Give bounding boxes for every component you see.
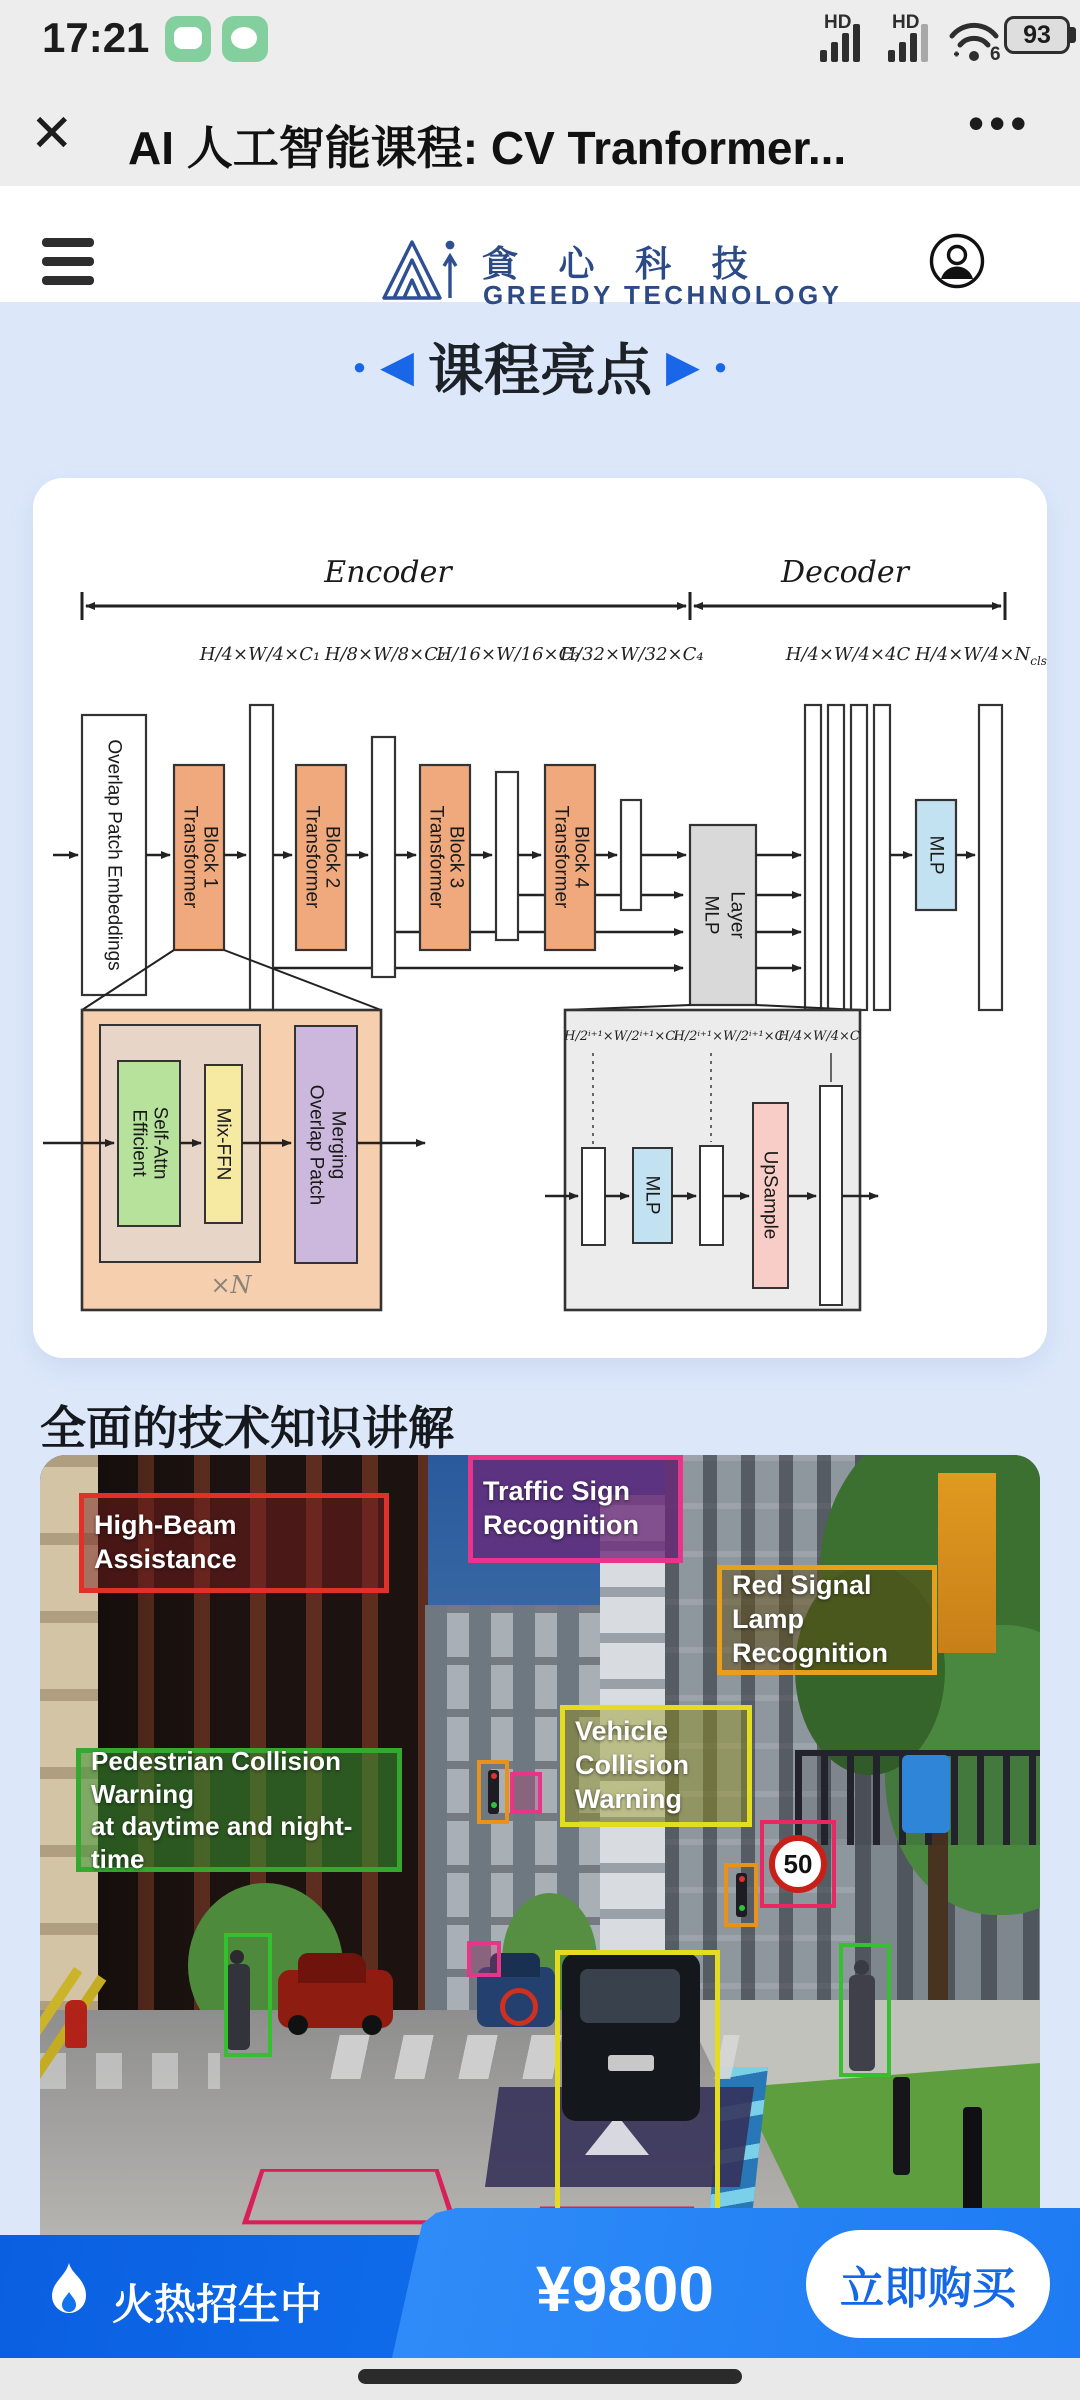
traffic-sign-line1: Traffic Sign [483, 1476, 631, 1507]
detection-label-high-beam [79, 1493, 389, 1593]
upsample-label: UpSample [759, 1150, 781, 1240]
mlp-layer-line1: MLP [700, 895, 722, 935]
right-triangle-icon: ▶ [666, 342, 700, 391]
esa-line2: Self-Attn [149, 1106, 171, 1180]
traffic-sign-line2: Recognition [483, 1510, 639, 1540]
wifi6-label: 6 [990, 44, 1001, 65]
fire-hydrant [65, 2000, 87, 2048]
pedestrian-line2: at daytime and night-time [91, 1811, 353, 1874]
detection-label-traffic-sign [468, 1455, 683, 1563]
red-car-roof [298, 1953, 366, 1983]
notification-app-icon [165, 16, 211, 62]
tb2-line1: Transformer [301, 805, 323, 909]
concat-bar-4 [874, 705, 890, 1010]
pedestrian-line1: Pedestrian Collision Warning [91, 1746, 341, 1809]
decoder-label: Decoder [781, 555, 909, 590]
hamburger-menu-icon[interactable] [42, 238, 94, 286]
detection-box-traffic-light-2 [724, 1863, 758, 1927]
flame-icon [44, 2262, 94, 2318]
overlap-patch-embeddings-label: Overlap Patch Embeddings [103, 739, 125, 971]
crosswalk-left [40, 2053, 220, 2089]
red-car-wheel-2 [362, 2015, 382, 2035]
speed-limit-sign [769, 1835, 827, 1893]
battery-icon [1004, 16, 1076, 54]
right-detail-box [565, 1010, 860, 1310]
left-triangle-icon: ◀ [380, 342, 414, 391]
hd-label-1: HD [824, 12, 852, 33]
home-indicator[interactable] [358, 2369, 742, 2384]
detection-box-traffic-light-1 [477, 1760, 509, 1824]
status-title-bar [0, 0, 1080, 186]
feature-bar-4 [621, 800, 641, 910]
opm-line1: Overlap Patch [305, 1084, 327, 1206]
red-signal-line2: Recognition [732, 1637, 888, 1668]
segformer-diagram [33, 478, 1047, 1358]
brand-name-en: GREEDY TECHNOLOGY [483, 280, 843, 310]
esa-line1: Efficient [128, 1109, 150, 1177]
detail-dim-1: H/2ⁱ⁺¹×W/2ⁱ⁺¹×Cᵢ [564, 1029, 678, 1044]
billboard [938, 1473, 996, 1653]
red-signal-line1: Red Signal Lamp [732, 1570, 872, 1635]
dim-out-sub: cls [1030, 654, 1047, 668]
bollard-1 [893, 2077, 910, 2175]
mix-ffn-label: Mix-FFN [212, 1107, 234, 1181]
detection-box-sign-small-2 [467, 1941, 501, 1977]
bollard-2 [963, 2107, 982, 2215]
deco-dot-left: ● [352, 354, 367, 379]
detection-box-vehicle [555, 1950, 720, 2235]
high-beam-text: High-Beam Assistance [94, 1510, 237, 1574]
price-text: ¥9800 [536, 2253, 714, 2325]
detection-box-pedestrian-right [839, 1943, 891, 2077]
detection-circle-wheel [500, 1988, 538, 2026]
dim-out-main: H/4×W/4×N [915, 644, 1031, 665]
section-heading-highlights [0, 322, 1080, 412]
opm-line2: Merging [327, 1110, 349, 1180]
close-icon[interactable]: ✕ [30, 105, 74, 163]
signal-icon-1 [820, 22, 868, 62]
decoder-mlp-label: MLP [925, 835, 947, 875]
tb3-line1: Transformer [425, 805, 447, 909]
wifi-icon [948, 16, 1000, 64]
tb4-line2: Block 4 [570, 825, 592, 889]
deco-dot-right: ● [713, 354, 728, 379]
detection-box-sign-small-1 [510, 1772, 542, 1814]
detection-box-pedestrian-left [224, 1933, 272, 2057]
site-header [0, 186, 1080, 310]
dim-stage1: H/4×W/4×C₁ [199, 644, 321, 665]
tb1-line2: Block 1 [199, 825, 221, 889]
lane-marker-left [242, 2169, 458, 2224]
chat-app-icon [222, 16, 268, 62]
vehicle-collision-line1: Vehicle Collision [575, 1716, 689, 1781]
concat-bar-1 [805, 705, 821, 1010]
architecture-diagram-card [33, 478, 1047, 1358]
tb1-line1: Transformer [179, 805, 201, 909]
account-icon[interactable] [928, 232, 986, 290]
recycle-bin [902, 1755, 950, 1833]
detail-dim-3: H/4×W/4×C [778, 1029, 860, 1044]
tb2-line2: Block 2 [321, 825, 343, 889]
brand-logo-icon[interactable] [378, 236, 468, 302]
detection-box-speed-sign [760, 1820, 836, 1908]
dim-decoder-concat: H/4×W/4×4C [785, 644, 911, 665]
repeat-n-label: ×N [210, 1271, 252, 1299]
tb3-line2: Block 3 [445, 825, 467, 889]
buy-now-label: 立即购买 [840, 2264, 1016, 2313]
speed-limit-value: 50 [783, 1848, 813, 1879]
page-title: AI 人工智能课程: CV Tranformer... [128, 122, 847, 174]
battery-percent: 93 [1023, 20, 1051, 49]
concat-bar-2 [828, 705, 844, 1010]
detail-mlp-label: MLP [641, 1175, 663, 1215]
buy-now-button[interactable] [806, 2230, 1050, 2338]
brand-name-cn: 貪 心 科 技 [482, 243, 762, 285]
output-bar [979, 705, 1002, 1010]
clock: 17:21 [42, 14, 150, 61]
red-car-wheel-1 [288, 2015, 308, 2035]
dim-stage4: H/32×W/32×C₄ [560, 644, 704, 665]
detection-label-pedestrian-collision [76, 1748, 402, 1872]
span-arrows [82, 592, 1005, 620]
encoder-label: Encoder [324, 555, 452, 590]
feature-bar-2 [372, 737, 395, 977]
detection-label-vehicle-collision [560, 1705, 752, 1827]
hd-label-2: HD [892, 12, 920, 33]
vehicle-collision-line2: Warning [575, 1783, 682, 1814]
dim-stage2: H/8×W/8×C₂ [324, 644, 446, 665]
dim-stage3: H/16×W/16×C₃ [436, 644, 580, 665]
more-menu-icon[interactable]: ••• [968, 97, 1032, 149]
mlp-layer-line2: Layer [726, 891, 748, 939]
adas-street-image [40, 1455, 1040, 2235]
enroll-status-text: 火热招生中 [112, 2281, 323, 2328]
highlights-title: 课程亮点 [428, 339, 652, 402]
signal-icon-2 [888, 22, 936, 62]
dim-decoder-out [914, 644, 1047, 668]
feature-bar-3 [496, 772, 518, 940]
tech-section-heading: 全面的技术知识讲解 [40, 1402, 454, 1454]
tb4-line1: Transformer [550, 805, 572, 909]
detail-dim-2: H/2ⁱ⁺¹×W/2ⁱ⁺¹×C [673, 1029, 785, 1044]
detection-label-red-signal [717, 1565, 937, 1675]
concat-bar-3 [851, 705, 867, 1010]
